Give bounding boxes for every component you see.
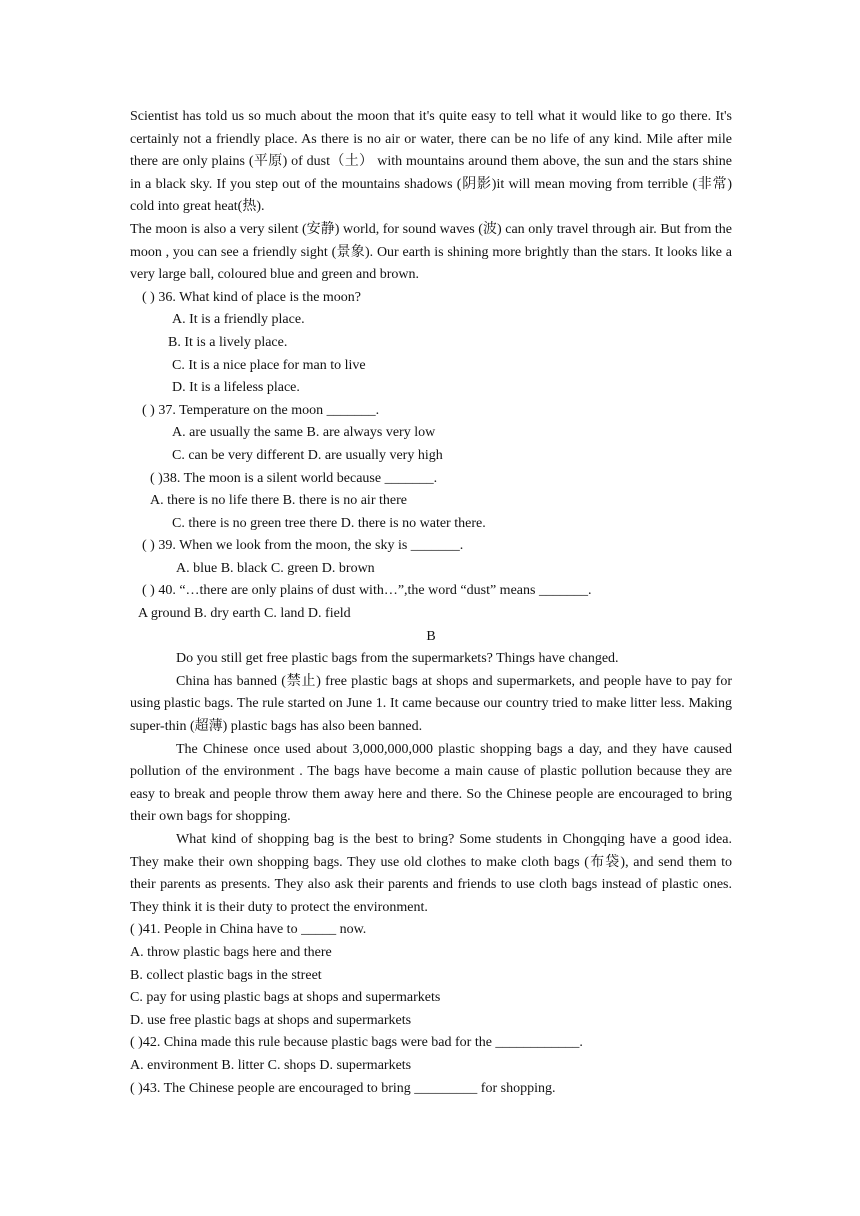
question-36-option-c: C. It is a nice place for man to live <box>172 357 366 373</box>
question-38: ( )38. The moon is a silent world because _______. <box>150 470 438 486</box>
document-page <box>130 106 732 1100</box>
question-36-option-d: D. It is a lifeless place. <box>172 380 300 396</box>
question-36-option-b: B. It is a lively place. <box>168 334 288 350</box>
passage-a-paragraph-1: Scientist has told us so much about the moon that it's quite easy to tell what it would like to go there. It's certainly not a friendly place. As there is no air or water, there can be no life of any kind. Mile after mile there are only plains (平原) of dust（土） with mountains around them above, the sun and the stars shine in a black sky. If you step out of the mountains shadows (阴影)it will mean moving from terrible (非常) cold into great heat(热). <box>130 109 732 215</box>
question-42: ( )42. China made this rule because plastic bags were bad for the ____________. <box>130 1035 583 1051</box>
question-37-options-ab: A. are usually the same B. are always very low <box>172 425 436 441</box>
question-40-options: A ground B. dry earth C. land D. field <box>138 606 351 622</box>
question-41-option-a: A. throw plastic bags here and there <box>130 944 332 960</box>
question-41: ( )41. People in China have to _____ now. <box>130 922 367 938</box>
question-36: ( ) 36. What kind of place is the moon? <box>142 289 362 305</box>
question-36-option-a: A. It is a friendly place. <box>172 312 305 328</box>
passage-b-paragraph-2: China has banned (禁止) free plastic bags at shops and supermarkets, and people have to pay for using plastic bags. The rule started on June 1. It came because our country tried to make litter less. Making super-thin (超薄) plastic bags has also been banned. <box>130 673 732 735</box>
question-37-options-cd: C. can be very different D. are usually very high <box>172 447 443 463</box>
question-41-option-d: D. use free plastic bags at shops and supermarkets <box>130 1012 412 1028</box>
question-38-options-ab: A. there is no life there B. there is no air there <box>150 493 407 509</box>
passage-b-paragraph-1: Do you still get free plastic bags from the supermarkets? Things have changed. <box>176 651 619 667</box>
question-41-option-b: B. collect plastic bags in the street <box>130 967 322 983</box>
question-40: ( ) 40. “…there are only plains of dust with…”,the word “dust” means _______. <box>142 583 592 599</box>
question-39: ( ) 39. When we look from the moon, the sky is _______. <box>142 538 464 554</box>
passage-b-paragraph-3: The Chinese once used about 3,000,000,000 plastic shopping bags a day, and they have caused pollution of the environment . The bags have become a main cause of plastic pollution because they are easy to break and people throw them away here and there. So the Chinese people are encouraged to bring their own bags for shopping. <box>130 741 732 825</box>
passage-a-paragraph-2: The moon is also a very silent (安静) world, for sound waves (波) can only travel through air. But from the moon , you can see a friendly sight (景象). Our earth is shining more brightly than the stars. It looks like a very large ball, coloured blue and green and brown. <box>130 221 732 283</box>
question-42-options: A. environment B. litter C. shops D. supermarkets <box>130 1057 412 1073</box>
question-38-options-cd: C. there is no green tree there D. there is no water there. <box>172 515 486 531</box>
question-41-option-c: C. pay for using plastic bags at shops and supermarkets <box>130 990 441 1006</box>
passage-b-paragraph-4: What kind of shopping bag is the best to bring? Some students in Chongqing have a good idea. They make their own shopping bags. They use old clothes to make cloth bags (布袋), and send them to their parents as presents. They also ask their parents and friends to use cloth bags instead of plastic ones. They think it is their duty to protect the environment. <box>130 832 732 915</box>
passage-b-heading: B <box>426 628 436 644</box>
question-43: ( )43. The Chinese people are encouraged to bring _________ for shopping. <box>130 1080 556 1096</box>
question-37: ( ) 37. Temperature on the moon _______. <box>142 402 380 418</box>
question-39-options: A. blue B. black C. green D. brown <box>176 560 375 576</box>
